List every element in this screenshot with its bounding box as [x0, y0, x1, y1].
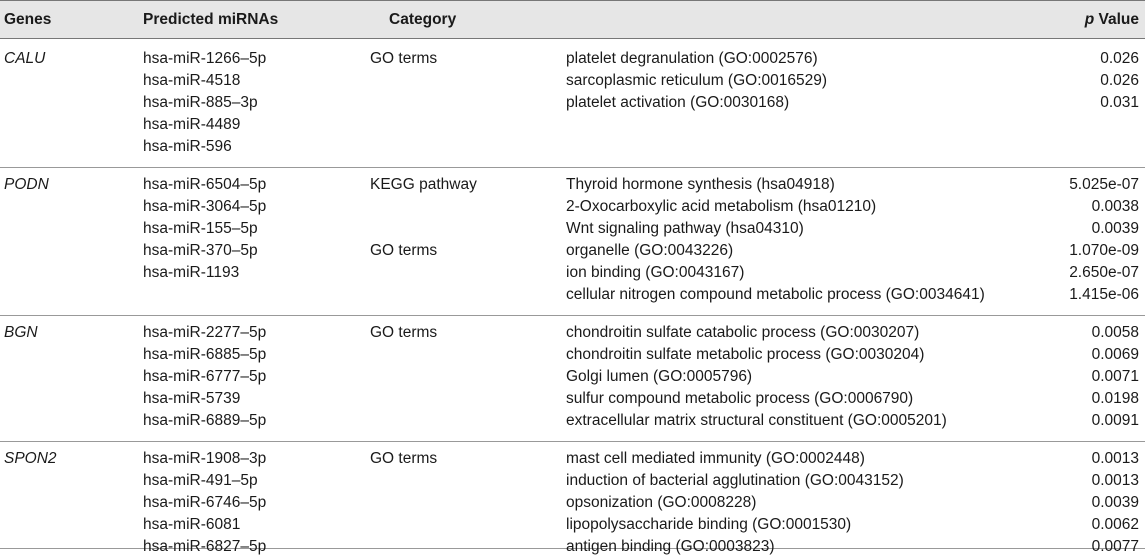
gene-name: PODN — [4, 176, 49, 193]
term-item: sarcoplasmic reticulum (GO:0016529) — [566, 72, 828, 89]
table-header — [0, 0, 1145, 39]
mirna-item: hsa-miR-6504–5p — [143, 176, 267, 193]
p-value: 0.026 — [1100, 72, 1139, 89]
term-item: Wnt signaling pathway (hsa04310) — [566, 220, 804, 237]
p-value: 0.0069 — [1091, 346, 1139, 363]
mirna-item: hsa-miR-6746–5p — [143, 494, 267, 511]
term-item: opsonization (GO:0008228) — [566, 494, 757, 511]
p-value: 1.070e-09 — [1069, 242, 1139, 259]
gene-group — [0, 442, 1145, 555]
term-item: mast cell mediated immunity (GO:0002448) — [566, 450, 865, 467]
p-value: 0.0071 — [1091, 368, 1139, 385]
p-value: 0.0091 — [1091, 412, 1139, 429]
mirna-item: hsa-miR-885–3p — [143, 94, 258, 111]
p-value: 0.031 — [1100, 94, 1139, 111]
gene-group — [0, 42, 1145, 168]
term-item: 2-Oxocarboxylic acid metabolism (hsa01210) — [566, 198, 877, 215]
mirna-item: hsa-miR-6827–5p — [143, 538, 267, 555]
p-value: 2.650e-07 — [1069, 264, 1139, 281]
term-item: extracellular matrix structural constituent (GO:0005201) — [566, 412, 947, 429]
category-label: GO terms — [370, 324, 438, 341]
mirna-item: hsa-miR-1266–5p — [143, 50, 267, 67]
term-item: lipopolysaccharide binding (GO:0001530) — [566, 516, 852, 533]
mirna-item: hsa-miR-596 — [143, 138, 232, 155]
mirna-item: hsa-miR-6889–5p — [143, 412, 267, 429]
mirna-item: hsa-miR-3064–5p — [143, 198, 267, 215]
term-item: Golgi lumen (GO:0005796) — [566, 368, 753, 385]
mirna-item: hsa-miR-1908–3p — [143, 450, 267, 467]
mirna-item: hsa-miR-1193 — [143, 264, 240, 281]
term-item: chondroitin sulfate catabolic process (GO:0030207) — [566, 324, 920, 341]
header-p-letter: p — [1084, 11, 1095, 28]
term-item: sulfur compound metabolic process (GO:0006790) — [566, 390, 914, 407]
header-predicted-mirnas: Predicted miRNAs — [143, 11, 279, 28]
gene-name: SPON2 — [4, 450, 57, 467]
p-value: 0.0038 — [1091, 198, 1139, 215]
p-value: 0.0039 — [1091, 220, 1139, 237]
p-value: 0.0077 — [1091, 538, 1139, 555]
p-value: 0.0013 — [1091, 450, 1139, 467]
gene-group — [0, 316, 1145, 442]
mirna-item: hsa-miR-4518 — [143, 72, 241, 89]
term-item: platelet activation (GO:0030168) — [566, 94, 790, 111]
gene-name: BGN — [4, 324, 38, 341]
p-value: 0.0058 — [1091, 324, 1139, 341]
term-item: antigen binding (GO:0003823) — [566, 538, 775, 555]
gene-group — [0, 168, 1145, 316]
gene-name: CALU — [4, 50, 46, 67]
p-value: 0.0013 — [1091, 472, 1139, 489]
mirna-item: hsa-miR-6885–5p — [143, 346, 267, 363]
mirna-item: hsa-miR-155–5p — [143, 220, 258, 237]
mirna-item: hsa-miR-2277–5p — [143, 324, 267, 341]
term-item: ion binding (GO:0043167) — [566, 264, 745, 281]
p-value: 1.415e-06 — [1069, 286, 1139, 303]
mirna-item: hsa-miR-491–5p — [143, 472, 258, 489]
mirna-item: hsa-miR-370–5p — [143, 242, 258, 259]
p-value: 5.025e-07 — [1069, 176, 1139, 193]
term-item: platelet degranulation (GO:0002576) — [566, 50, 818, 67]
p-value: 0.0039 — [1091, 494, 1139, 511]
header-category: Category — [389, 11, 457, 28]
category-label: GO terms — [370, 450, 438, 467]
p-value: 0.026 — [1100, 50, 1139, 67]
term-item: induction of bacterial agglutination (GO:0043152) — [566, 472, 904, 489]
header-p-value — [1085, 11, 1139, 29]
header-value-word: Value — [1094, 11, 1139, 28]
mirna-item: hsa-miR-5739 — [143, 390, 241, 407]
p-value: 0.0198 — [1091, 390, 1139, 407]
term-item: organelle (GO:0043226) — [566, 242, 734, 259]
category-label: GO terms — [370, 50, 438, 67]
term-item: chondroitin sulfate metabolic process (GO:0030204) — [566, 346, 925, 363]
term-item: cellular nitrogen compound metabolic process (GO:0034641) — [566, 286, 985, 303]
header-genes: Genes — [4, 11, 52, 28]
category-label: GO terms — [370, 242, 438, 259]
term-item: Thyroid hormone synthesis (hsa04918) — [566, 176, 835, 193]
mirna-item: hsa-miR-6777–5p — [143, 368, 267, 385]
p-value: 0.0062 — [1091, 516, 1139, 533]
category-label: KEGG pathway — [370, 176, 477, 193]
mirna-item: hsa-miR-6081 — [143, 516, 241, 533]
mirna-item: hsa-miR-4489 — [143, 116, 241, 133]
